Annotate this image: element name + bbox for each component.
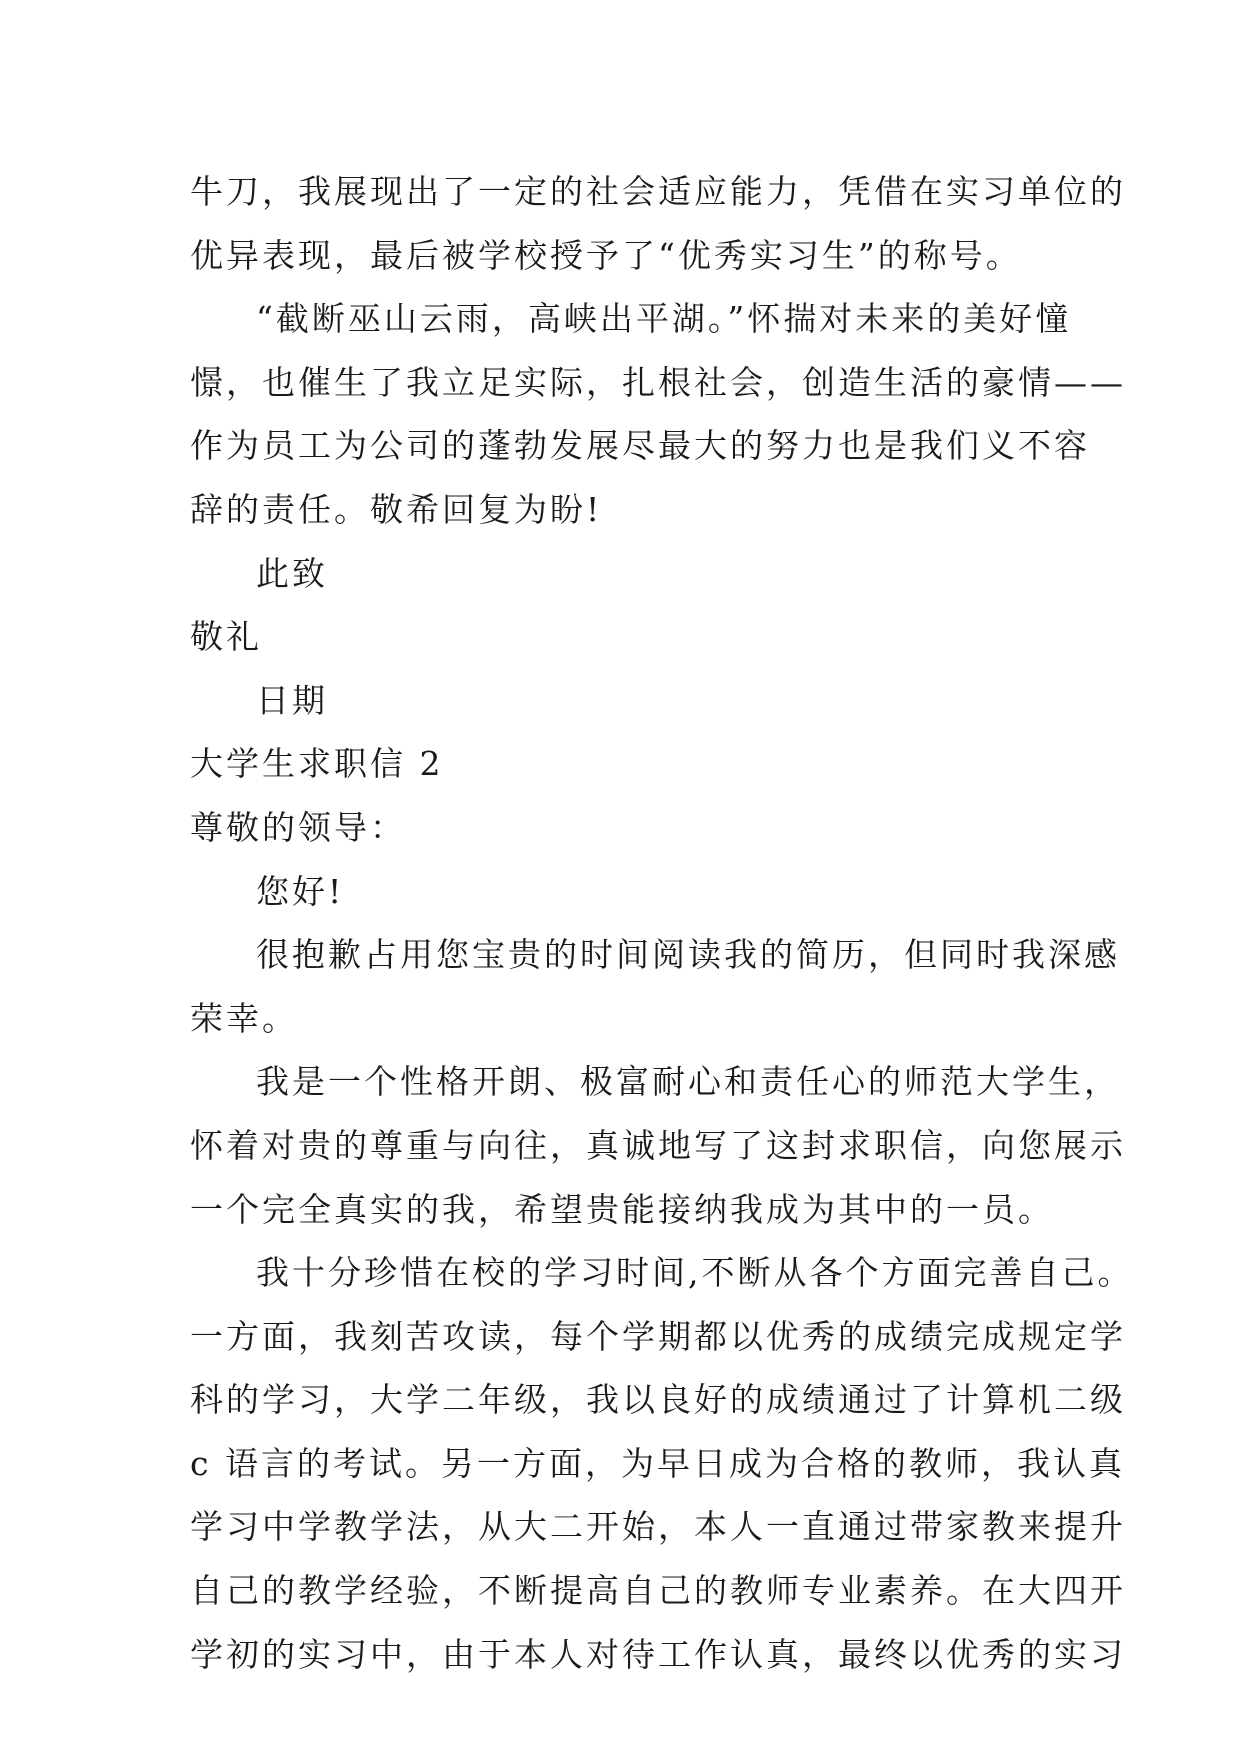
text-line: 科的学习，大学二年级，我以良好的成绩通过了计算机二级 (190, 1380, 1126, 1420)
text-line: 很抱歉占用您宝贵的时间阅读我的简历，但同时我深感 (256, 935, 1120, 975)
text-line: 牛刀，我展现出了一定的社会适应能力，凭借在实习单位的 (190, 172, 1126, 211)
text-line: “截断巫山云雨，高峡出平湖。”怀揣对未来的美好憧 (256, 299, 1072, 339)
text-line: 我是一个性格开朗、极富耐心和责任心的师范大学生， (256, 1062, 1120, 1102)
section-title: 大学生求职信 2 (190, 744, 444, 784)
date-line: 日期 (256, 680, 328, 720)
text-line: 一个完全真实的我，希望贵能接纳我成为其中的一员。 (190, 1189, 1054, 1229)
text-line: 怀着对贵的尊重与向往，真诚地写了这封求职信，向您展示 (190, 1125, 1126, 1165)
text-line: 作为员工为公司的蓬勃发展尽最大的努力也是我们义不容 (190, 426, 1090, 466)
text-line: 一方面，我刻苦攻读，每个学期都以优秀的成绩完成规定学 (190, 1316, 1126, 1356)
greeting-recipient: 尊敬的领导： (190, 807, 406, 847)
text-line: 我十分珍惜在校的学习时间,不断从各个方面完善自己。 (256, 1253, 1134, 1293)
text-line: 荣幸。 (190, 998, 298, 1038)
text-line: 憬，也催生了我立足实际，扎根社会，创造生活的豪情—— (190, 362, 1126, 402)
text-line: 学初的实习中，由于本人对待工作认真，最终以优秀的实习 (190, 1634, 1126, 1674)
text-line: c 语言的考试。另一方面，为早日成为合格的教师，我认真 (190, 1443, 1125, 1483)
text-line: 学习中学教学法，从大二开始，本人一直通过带家教来提升 (190, 1507, 1126, 1547)
text-line: 优异表现，最后被学校授予了“优秀实习生”的称号。 (190, 235, 1022, 275)
closing-salutation: 此致 (256, 553, 328, 593)
document-page (190, 160, 1134, 1686)
greeting: 您好! (256, 871, 345, 911)
closing-regards: 敬礼 (190, 617, 262, 657)
text-line: 辞的责任。敬希回复为盼! (190, 489, 603, 529)
text-line: 自己的教学经验，不断提高自己的教师专业素养。在大四开 (190, 1571, 1126, 1611)
